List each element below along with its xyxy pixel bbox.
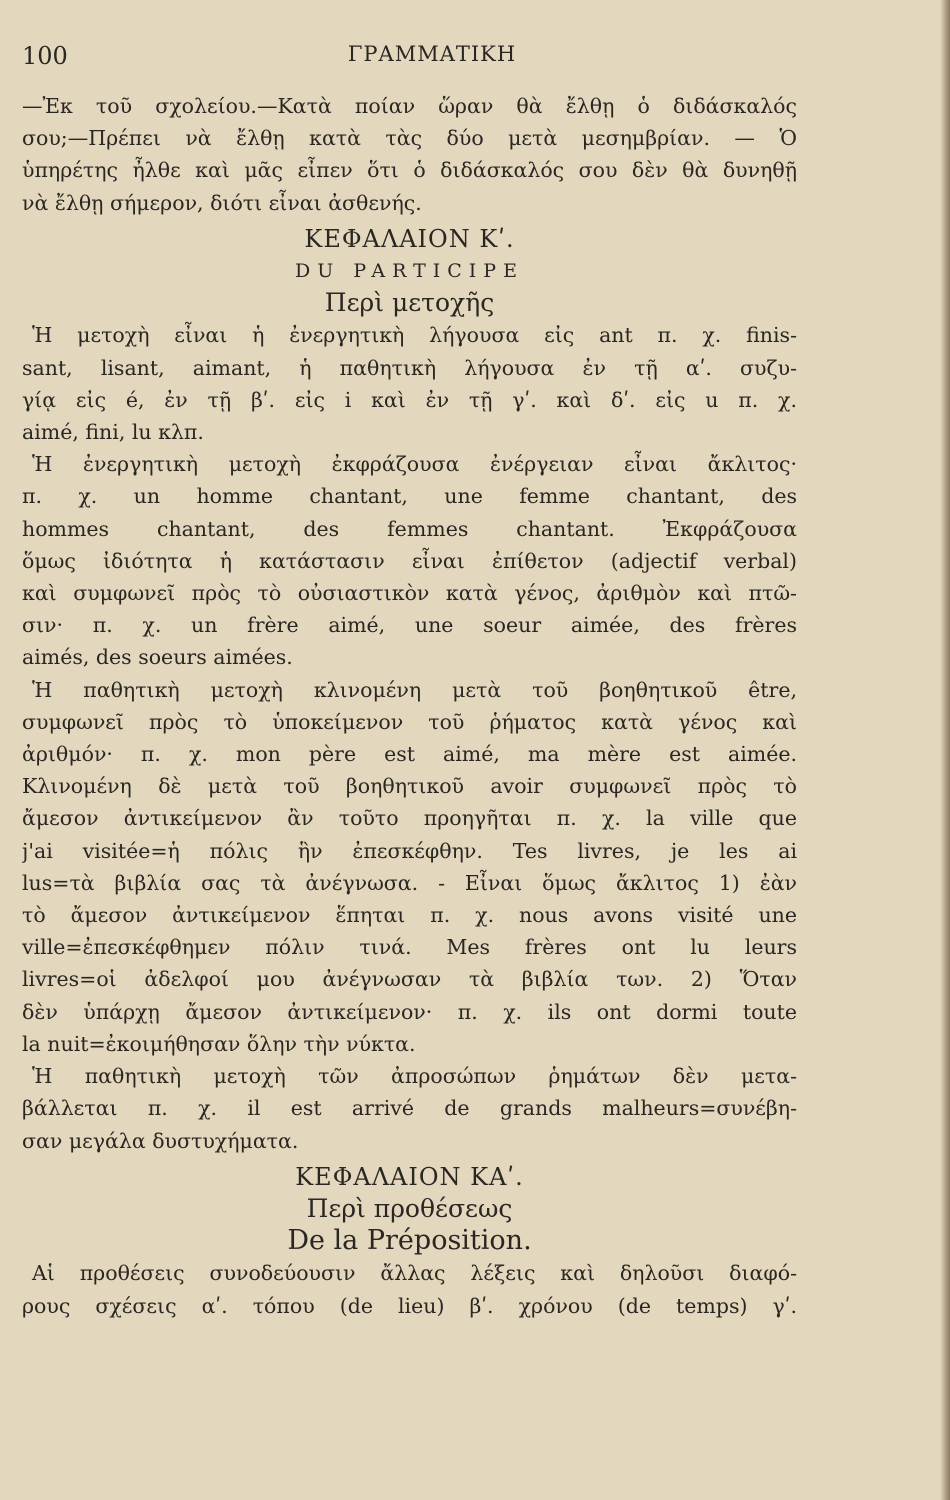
text-line: ὑπηρέτης ἦλθε καὶ μᾶς εἶπεν ὅτι ὁ διδάσκαλός σου δὲν θὰ δυνηθῇ — [22, 158, 797, 183]
text-line: j'ai visitée=ἡ πόλις ἣν ἐπεσκέφθην. Tes livres, je les ai — [22, 838, 797, 863]
text-line: ρους σχέσεις αʹ. τόπου (de lieu) βʹ. χρόνου (de temps) γʹ. — [22, 1293, 797, 1318]
text-line: —Ἐκ τοῦ σχολείου.—Κατὰ ποίαν ὥραν θὰ ἔλθῃ ὁ διδάσκαλός — [22, 94, 797, 118]
text-line: σιν· π. χ. un frère aimé, une soeur aimée, des frères — [22, 613, 797, 638]
text-line: ὅμως ἰδιότητα ἡ κατάστασιν εἶναι ἐπίθετον (adjectif verbal) — [22, 548, 797, 573]
text-line: νὰ ἔλθῃ σήμερον, διότι εἶναι ἀσθενής. — [22, 190, 422, 215]
text-line: ἄμεσον ἀντικείμενον ἂν τοῦτο προηγῆται π. χ. la ville que — [22, 806, 797, 831]
text-line: livres=οἱ ἀδελφοί μου ἀνέγνωσαν τὰ βιβλία των. 2) Ὅταν — [22, 967, 797, 992]
section-subtitle: De la Préposition. — [287, 1225, 532, 1257]
text-line: τὸ ἄμεσον ἀντικείμενον ἕπηται π. χ. nous avons visité une — [22, 903, 797, 928]
text-line: aimé, fini, lu κλπ. — [22, 420, 204, 445]
chapter-heading: ΚΕΦΑΛΑΙΟΝ Κʹ. — [304, 224, 515, 253]
text-line: βάλλεται π. χ. il est arrivé de grands malheurs=συνέβη- — [22, 1096, 797, 1121]
text-line: Ἡ παθητικὴ μετοχὴ κλινομένη μετὰ τοῦ βοηθητικοῦ être, — [32, 677, 797, 702]
page-body — [22, 90, 797, 1322]
chapter-heading: ΚΕΦΑΛΑΙΟΝ ΚΑʹ. — [295, 1162, 524, 1191]
text-line: aimés, des soeurs aimées. — [22, 645, 293, 670]
text-line: καὶ συμφωνεῖ πρὸς τὸ οὐσιαστικὸν κατὰ γένος, ἀριθμὸν καὶ πτῶ- — [22, 581, 797, 606]
text-line: lus=τὰ βιβλία σας τὰ ἀνέγνωσα. - Εἶναι ὅμως ἄκλιτος 1) ἐὰν — [22, 870, 797, 895]
text-line: la nuit=ἐκοιμήθησαν ὅλην τὴν νύκτα. — [22, 1031, 416, 1056]
text-line: συμφωνεῖ πρὸς τὸ ὑποκείμενον τοῦ ῥήματος κατὰ γένος καὶ — [22, 709, 797, 734]
text-line: σαν μεγάλα δυστυχήματα. — [22, 1128, 299, 1153]
section-subtitle: Περὶ προθέσεως — [306, 1193, 513, 1223]
section-subtitle: Περὶ μετοχῆς — [324, 288, 495, 318]
text-line: Ἡ παθητικὴ μετοχὴ τῶν ἀπροσώπων ῥημάτων δὲν μετα- — [32, 1064, 797, 1089]
section-subtitle: DU PARTICIPE — [295, 260, 524, 283]
text-line: ἀριθμόν· π. χ. mon père est aimé, ma mère est aimée. — [22, 742, 797, 767]
text-line: σου;—Πρέπει νὰ ἔλθῃ κατὰ τὰς δύο μετὰ μεσημβρίαν. — Ὁ — [22, 126, 797, 151]
text-line: sant, lisant, aimant, ἡ παθητικὴ λήγουσα ἐν τῇ αʹ. συζυ- — [22, 355, 797, 380]
text-line: γίᾳ εἰς é, ἐν τῇ βʹ. εἰς i καὶ ἐν τῇ γʹ. καὶ δʹ. εἰς u π. χ. — [22, 387, 797, 412]
text-line: Αἱ προθέσεις συνοδεύουσιν ἄλλας λέξεις καὶ δηλοῦσι διαφό- — [32, 1261, 797, 1286]
text-line: ville=ἐπεσκέφθημεν πόλιν τινά. Mes frères ont lu leurs — [22, 935, 797, 960]
text-line: Κλινομένη δὲ μετὰ τοῦ βοηθητικοῦ avoir συμφωνεῖ πρὸς τὸ — [22, 774, 797, 799]
page-edge — [940, 0, 950, 1500]
text-line: δὲν ὑπάρχῃ ἄμεσον ἀντικείμενον· π. χ. ils ont dormi toute — [22, 999, 797, 1024]
text-line: hommes chantant, des femmes chantant. Ἐκφράζουσα — [22, 516, 797, 541]
page-number: 100 — [22, 42, 68, 70]
page-header — [22, 42, 842, 76]
text-line: Ἡ ἐνεργητικὴ μετοχὴ ἐκφράζουσα ἐνέργειαν εἶναι ἄκλιτος· — [32, 452, 797, 477]
text-line: Ἡ μετοχὴ εἶναι ἡ ἐνεργητικὴ λήγουσα εἰς ant π. χ. finis- — [32, 323, 797, 348]
text-line: π. χ. un homme chantant, une femme chantant, des — [22, 484, 797, 509]
running-title: ΓΡΑΜΜΑΤΙΚΗ — [347, 42, 517, 66]
